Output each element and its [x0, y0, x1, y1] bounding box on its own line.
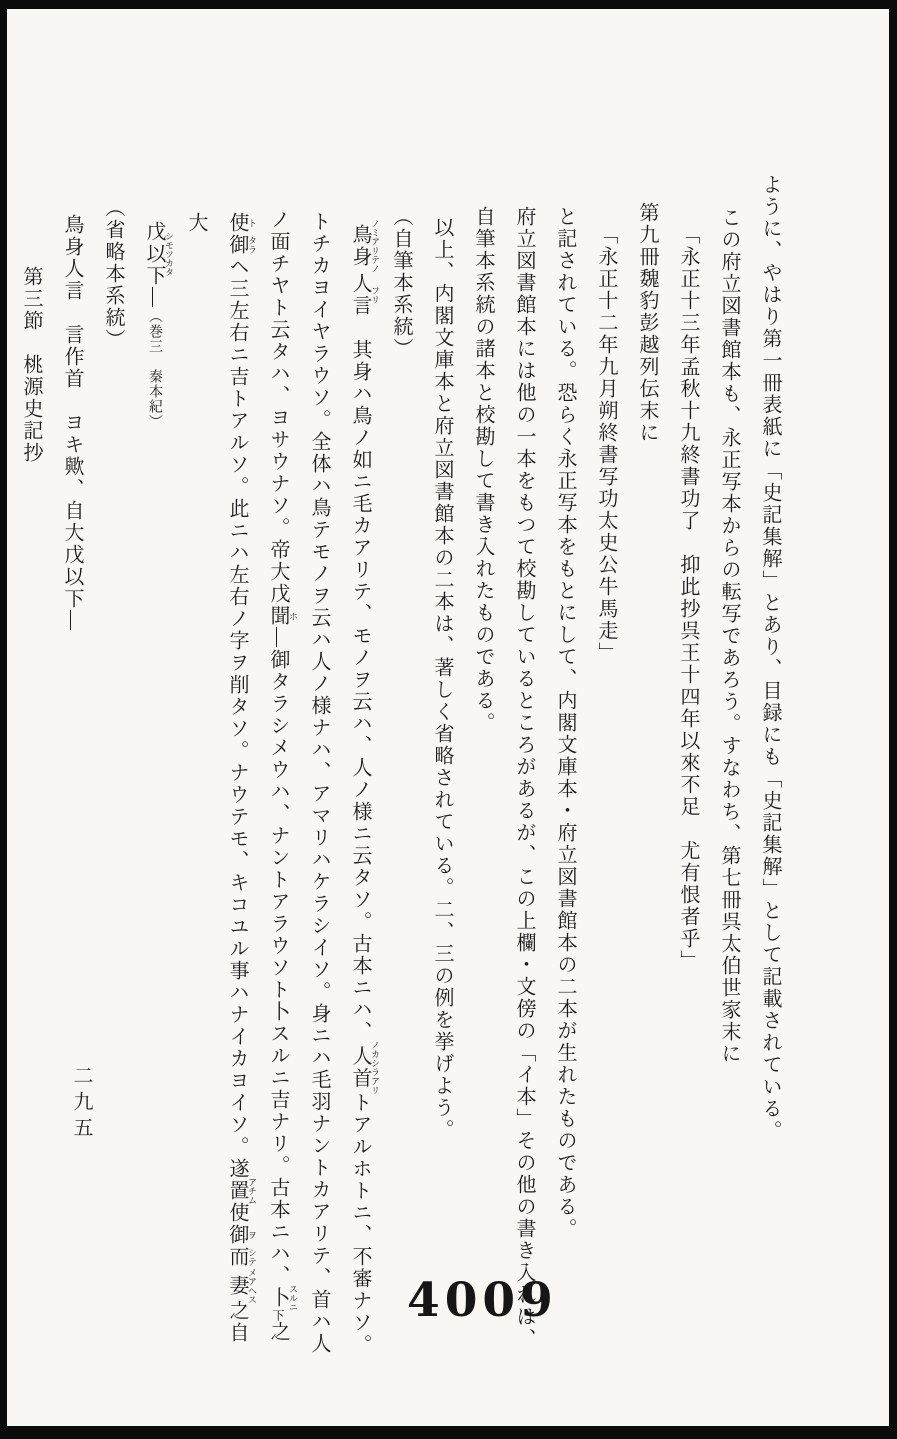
text-column: 自筆本系統の諸本と校勘して書き入れたものである。 — [472, 206, 494, 734]
ruby-annotated-text: 聞 ホ — [267, 605, 298, 627]
text-column: この府立図書館本も、永正写本からの転写であろう。すなわち、第七冊呉太伯世家末に — [718, 207, 740, 1065]
page-number-kanji: 二九五 — [70, 1065, 92, 1143]
text-columns — [20, 174, 790, 1364]
ruby-annotated-text: 御 ヲ — [226, 1224, 257, 1246]
text-column: 「永正十三年孟秋十九終書功了 抑此抄呉王十四年以來不足 尤有恨者乎」 — [677, 224, 699, 972]
text-column: 府立図書館本には他の一本をもつて校勘しているところがあるが、この上欄・文傍の「イ本」その他の書き入れは、 — [513, 206, 535, 1350]
small-gloss-text: （巻三 秦本紀） — [147, 309, 162, 429]
text-column: トチカヨイヤラウソ。全体ハ鳥テモノヲ云ハ人ノ様ナハ、アマリハケラシイソ。身ニハ毛羽ナントカアリテ、首ハ人 — [308, 211, 330, 1355]
page-stamp-number: 4009 — [407, 1273, 558, 1328]
ruby-annotated-text: 置 アチム — [226, 1177, 257, 1205]
text-column: ノ面チヤト云タハ、ヨサウナソ。帝大戊聞 ホ—御タラシメウハ、ナントアラウソト卜スルニ吉ナリ。古本ニハ、卜 スルニ下之 — [267, 209, 298, 1343]
small-gloss-text: 下 — [271, 1309, 285, 1321]
ruby-annotated-text: 人言 フリ — [349, 273, 380, 317]
ruby-annotated-text: 而 シテ — [226, 1246, 257, 1268]
ruby-annotated-text: 人首 ノカシラアリ — [349, 1040, 380, 1095]
text-column: 鳥身 ノミアリテノ人言 フリ 其身ハ鳥ノ如ニ毛カアリテ、モノヲ云ハ、人ノ様ニ云タソ。古本ニハ、人首 ノカシラアリトアルホトニ、不審ナソ。 — [349, 219, 380, 1356]
text-column: 第九冊魏豹彭越列伝末に — [636, 202, 658, 444]
ruby-annotated-text: 卜 スルニ — [267, 1284, 298, 1312]
text-column: 以上、内閣文庫本と府立図書館本の二本は、著しく省略されている。二、三の例を挙げよう。 — [431, 217, 453, 1141]
text-column: 第三節 桃源史記抄 — [20, 266, 42, 464]
ruby-annotated-text: 戊以下 シモツカタ — [143, 221, 174, 287]
text-column: 鳥身人言 言作首 ヨキ歟、自大戊以下— — [61, 214, 83, 632]
ruby-annotated-text: 鳥身 ノミアリテノ — [349, 219, 380, 273]
ruby-annotated-text: 妻 メアヘス — [226, 1268, 257, 1304]
text-column: と記されている。恐らく永正写本をもとにして、内閣文庫本・府立図書館本の二本が生れたものである。 — [554, 206, 576, 1240]
ruby-annotated-text: 御 タラ — [226, 234, 257, 256]
text-column: （省略本系統） — [102, 197, 124, 351]
text-column: 「永正十二年九月朔終書写功太史公牛馬走」 — [595, 224, 617, 664]
text-column: 戊以下 シモツカタ—（巻三 秦本紀） — [143, 221, 174, 429]
text-column: 使 ト御 タラヘ三左右ニ吉トアルソ。此ニハ左右ノ字ヲ削タソ。ナウテモ、キコユル事ハナイカヨイソ。遂置 アチム使御 ヲ而 シテ妻 メアヘス之自大 — [185, 212, 257, 1344]
text-column: （自筆本系統） — [390, 206, 412, 360]
ruby-annotated-text: 使 ト — [226, 212, 257, 234]
text-column: ように、やはり第一冊表紙に「史記集解」とあり、目録にも「史記集解」として記載されている。 — [759, 174, 781, 1142]
